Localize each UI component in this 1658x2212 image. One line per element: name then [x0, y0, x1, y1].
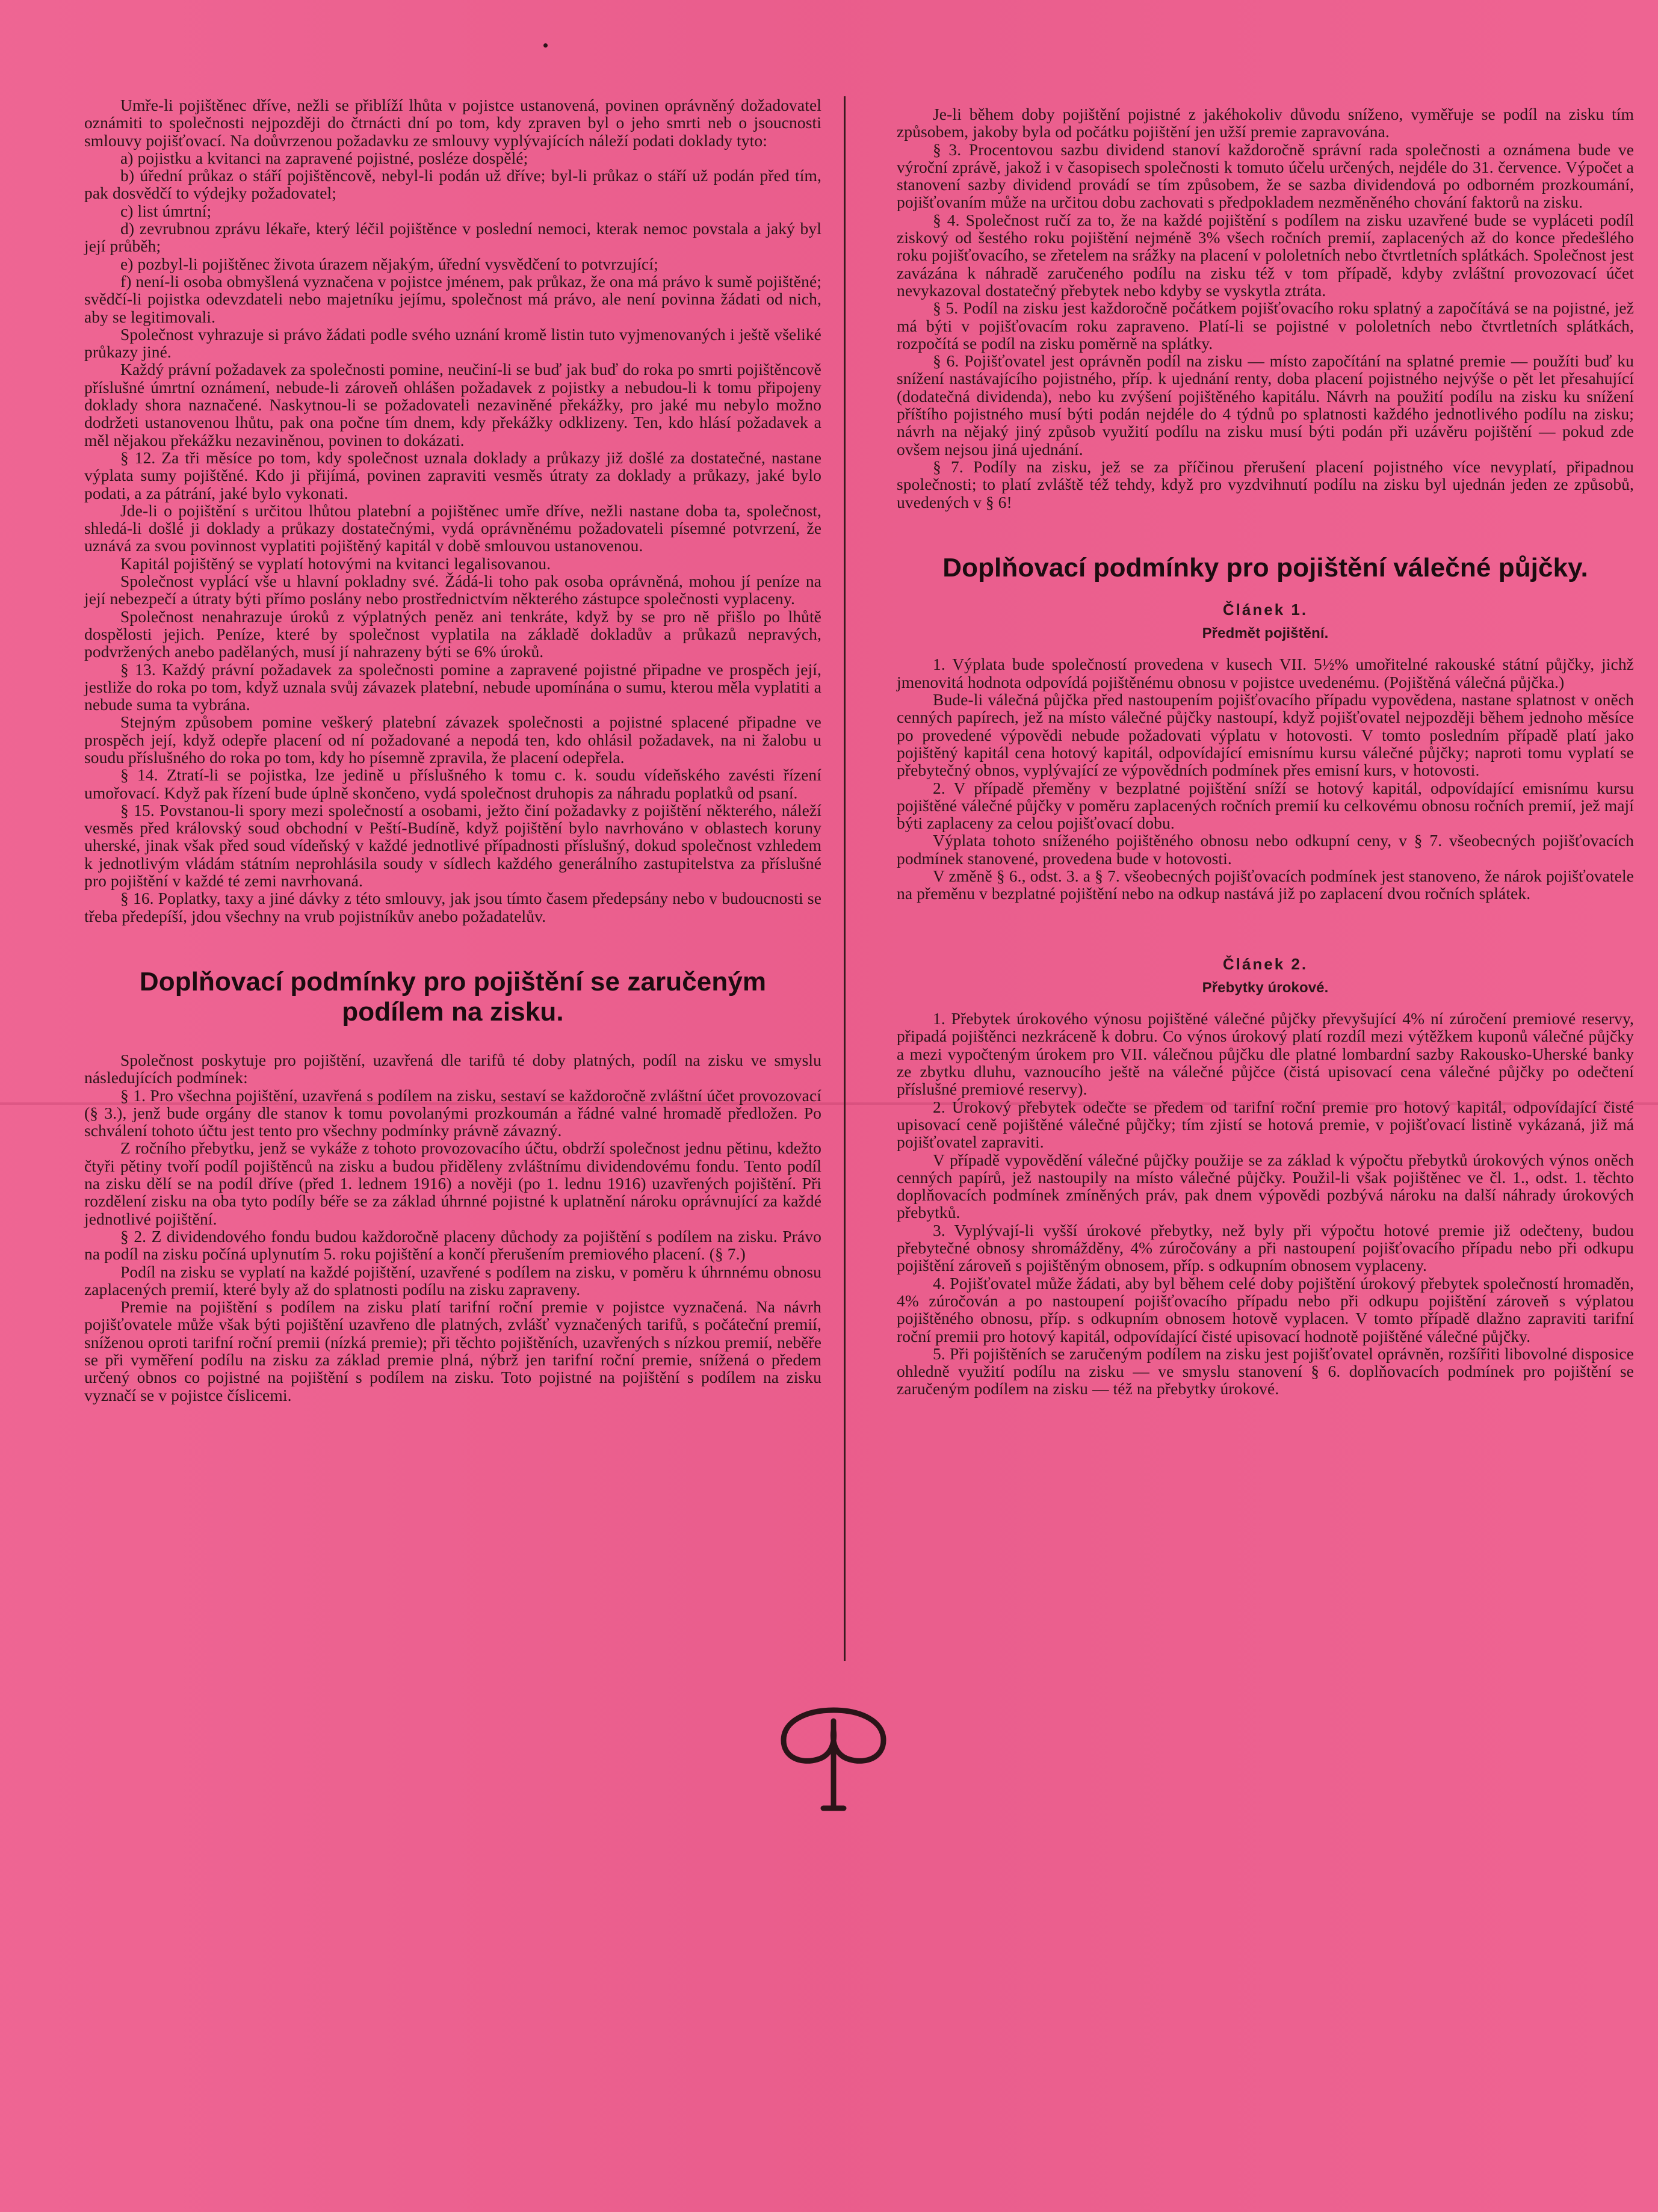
paragraph: § 5. Podíl na zisku jest každoročně počátkem pojišťovacího roku splatný a započítává se na pojistné, jež má býti v pojišťovacím roku zapraveno. Platí-li se pojistné v pololetních nebo čtvrtletních splátkách, rozpočítá se podíl na zisku poměrně na splátky. [897, 298, 1634, 353]
article-subheading: Předmět pojištění. [1202, 625, 1329, 642]
paragraph: 2. V případě přeměny v bezplatné pojištění sníží se hotový kapitál, odpovídající emisnímu kursu pojištěné válečné půjčky v poměru zaplacených ročních premií ku celkovému obnosu ročních premií, jež mají býti zaplaceny za celou pojišťovací dobu. [897, 778, 1634, 833]
paragraph: e) pozbyl-li pojištěnec života úrazem nějakým, úřední vysvědčení to potvrzující; [120, 254, 658, 273]
paragraph: V případě vypovědění válečné půjčky použije se za základ k výpočtu přebytků úrokových výnos oněch cenných papírů, jež nastoupily na místo válečné půjčky. Použil-li však pojištěnec ve čl. 1., odst. 1. těchto doplňovacích podmínek zmíněných práv, pak dnem výpovědi pozbývá nároku na další náhrady úrokových přebytků. [897, 1150, 1634, 1222]
paragraph: § 4. Společnost ručí za to, že na každé pojištění s podílem na zisku uzavřené bude se vypláceti podíl ziskový od šestého roku pojištění nejméně 3% všech ročních premií, zaplacených až do konce předešlého roku pojišťovacího, se zřetelem na srážky na placení v pololetních nebo čtvrtletních splátkách. Společnost jest zavázána k náhradě zaručeného podílu na zisku též v tom případě, kdyby zvláštní provozovací účet nevykazoval dostatečný přebytek nebo kdyby se vyskytla ztráta. [897, 210, 1634, 300]
paragraph: d) zevrubnou zprávu lékaře, který léčil pojištěnce v poslední nemoci, kterak nemoc povstala a jaký byl její průběh; [84, 219, 821, 256]
paragraph: Stejným způsobem pomine veškerý platební závazek společnosti a pojistné splacené připadne ve prospěch její, když odepře placení od ní požadované a nepodá ten, kdo ohlásil požadavek, na ni žalobu u soudu příslušného do roka po tom, kdy ho písemně zpravila, že placení odepřela. [84, 712, 821, 767]
heading-line: podílem na zisku. [342, 996, 564, 1027]
paragraph: § 6. Pojišťovatel jest oprávněn podíl na zisku — místo započítání na splatné premie — použíti buď ku snížení nastávajícího pojistného, příp. k ujednání renty, doba placení pojistného nejvýše o pět let přesahující (dodatečná dividenda), nebo ku zvýšení pojištěného kapitálu. Návrh na použití podílu na zisku ku snížení příštího pojistného musí býti podán nejdéle do 4 týdnů po splatnosti každého jednotlivého podílu na zisku; návrh na nějaký jiný způsob využití podílu na zisku musí býti podán při uzávěru pojištění — pokud zde ovšem nejsou jiná ujednání. [897, 351, 1634, 459]
paragraph: § 13. Každý právní požadavek za společnosti pomine a zapravené pojistné připadne ve prospěch její, jestliže do roka po tom, když uznala svůj závazek platební, nebude upomínána o sumu, kterou měla vyplatiti a nebude suma ta vybrána. [84, 660, 821, 714]
right-column [897, 105, 1634, 1398]
paragraph: c) list úmrtní; [120, 201, 212, 220]
paragraph: § 12. Za tři měsíce po tom, kdy společnost uznala doklady a průkazy již došlé za dostatečné, nastane výplata sumy pojištěné. Kdo ji přijímá, povinen zapraviti vesměs útraty za doklady a průkazy, jaké bylo podati, a za pátrání, jaké bylo vykonati. [84, 448, 821, 502]
paragraph: § 15. Povstanou-li spory mezi společností a osobami, ježto činí požadavky z pojištění některého, náleží vesměs před královský soud obchodní v Peští-Budíně, když pojištění bylo navrhováno v oblastech koruny uherské, jinak však před soud vídeňský v každé jednotlivé případnosti příslušný, dokud společnost vzhledem k jednotlivým vládám státním neprohlásila soudy v sídlech každého generálního zastupitelstva za příslušné pro pojištění v každé té zemi navrhovaná. [84, 800, 821, 891]
article-heading: Článek 1. [1222, 600, 1308, 619]
paragraph: § 1. Pro všechna pojištění, uzavřená s podílem na zisku, sestaví se každoročně zvláštní účet provozovací (§ 3.), jenž bude orgány dle stanov k tomu povolanými prozkoumán a řádné valné hromadě předložen. Po schválení tohoto účtu jest tento pro všechny podmínky právně závazný. [84, 1086, 821, 1140]
paragraph: Jde-li o pojištění s určitou lhůtou platební a pojištěnec umře dříve, nežli nastane doba ta, společnost, shledá-li došlé ji doklady a průkazy dostatečnými, vydá oprávněnému požadovateli písemné potvrzení, že uznává za svou povinnost vyplatiti pojištěný kapitál v době smlouvou ustanovenou. [84, 501, 821, 555]
paragraph: § 2. Z dividendového fondu budou každoročně placeny důchody za pojištění s podílem na zisku. Právo na podíl na zisku počíná uplynutím 5. roku pojištění a končí přerušením premiového placení. (§ 7.) [84, 1226, 821, 1264]
paragraph: 4. Pojišťovatel může žádati, aby byl během celé doby pojištění úrokový přebytek společností hromaděn, 4% zúročován a po nastoupení pojišťovacího případu nebo při odkupu pojištění zároveň s výplatou pojištěného obnosu, příp. s odkupním obnosem hotově vyplacen. V tomto případě dlažno zapraviti tarifní roční premii pro hotový kapitál, odpovídající čisté upisovací hodnotě pojištěné válečné půjčky. [897, 1273, 1634, 1345]
paragraph: Umře-li pojištěnec dříve, nežli se přiblíží lhůta v pojistce ustanovená, povinen oprávněný dožadovatel oznámiti to společnosti nejpozději do čtrnácti dní po tom, kdy zpraven byl o jeho smrti neb o jsoucnosti smlouvy pojišťovací. Na doůvrzenou požadavku ze smlouvy vyplývajících náleží podati doklady tyto: [84, 96, 821, 150]
paragraph: § 3. Procentovou sazbu dividend stanoví každoročně správní rada společnosti a oznámena bude ve výroční zprávě, jakož i v časopisech společnosti k tomuto účelu určených, nejdéle do 31. července. Výpočet a stanovení sazby dividend provádí se tím způsobem, že se sazba dividendová po odborném prozkoumání, pojišťovaním může na určitou dobu zachovati s předpokladem nezměněného chování faktorů na zisku. [897, 140, 1634, 212]
ink-dot [543, 43, 548, 48]
paragraph: 2. Úrokový přebytek odečte se předem od tarifní roční premie pro hotový kapitál, odpovídající čisté upisovací ceně pojištěné válečné půjčky; tím zjistí se hotová premie, v pojišťovací listině vykázaná, již má pojišťovatel zapraviti. [897, 1097, 1634, 1152]
paragraph: a) pojistku a kvitanci na zapravené pojistné, posléze dospělé; [120, 148, 528, 167]
paragraph: 5. Při pojištěních se zaručeným podílem na zisku jest pojišťovatel oprávněn, rozšířiti libovolné disposice ohledně využití podílu na zisku — ve smyslu stanovení § 6. doplňovacích podmínek pro pojištění se zaručeným podílem na zisku — též na přebytky úrokové. [897, 1344, 1634, 1398]
heading-line: Doplňovací podmínky pro pojištění se zaručeným [139, 966, 767, 996]
paragraph: V změně § 6., odst. 3. a § 7. všeobecných pojišťovacích podmínek jest stanoveno, že nárok pojišťovatele na přeměnu v bezplatné pojištění nebo na odkup nastává již po zaplacení dvou ročních splátek. [897, 866, 1634, 903]
paragraph: Každý právní požadavek za společnosti pomine, neučiní-li se buď jak buď do roka po smrti pojištěncově příslušné úmrtní oznámení, nebude-li zároveň ohlášen požadavek z pojistky a nebudou-li k tomu připojeny doklady shora naznačené. Naskytnou-li se požadovateli nezaviněné překážky, pro jaké mu nebylo možno dodržeti ustanovenou lhůtu, pak ona počne tím dnem, kdy překážky odklizeny. Ten, kdo hlásí požadavek a měl nějakou překážku nezaviněnou, povinen to dokázati. [84, 360, 821, 450]
paragraph: b) úřední průkaz o stáří pojištěncově, nebyl-li podán už dříve; byl-li průkaz o stáří už podán před tím, pak dosvědčí to výdejky požadovatel; [84, 166, 821, 203]
paragraph: Společnost poskytuje pro pojištění, uzavřená dle tarifů té doby platných, podíl na zisku ve smyslu následujících podmínek: [84, 1050, 821, 1087]
paragraph: § 7. Podíly na zisku, jež se za příčinou přerušení placení pojistného více nevyplatí, připadnou společnosti; to platí zvláště též tehdy, když pro vyzdvihnutí podílu na zisku byl ujednán jeden ze způsobů, uvedených v § 6! [897, 457, 1634, 511]
article-subheading: Přebytky úrokové. [1202, 979, 1329, 996]
paragraph: 3. Vyplývají-li vyšší úrokové přebytky, než byly při výpočtu hotové premie již odečteny, budou přebytečné obnosy shromážděny, 4% zúročovány a při nastoupení pojišťovacího případu nebo při odkupu pojištění zároveň s pojištěným obnosem, příp. s odkupním obnosem vyplaceny. [897, 1220, 1634, 1275]
column-divider [844, 96, 846, 1661]
paragraph: f) není-li osoba obmyšlená vyznačena v pojistce jménem, pak průkaz, že ona má právo k sumě pojištěné; svědčí-li pojistka odevzdateli nebo majetníku jejímu, společnost má právo, ale není povinna žádati od nich, aby se legitimovali. [84, 271, 821, 326]
paragraph: Bude-li válečná půjčka před nastoupením pojišťovacího případu vypovědena, nastane splatnost v oněch cenných papírech, jež na místo válečné půjčky nastoupí, když pojišťovatel nejpozději během jednoho měsíce po provedené výpovědi nebude požadovati výplatu v hotovosti. V tomto posledním případě platí jako pojištěný kapitál cena hotový kapitál, odpovídající emisnímu kursu válečné půjčky; naproti tomu vyplatí se přebytečný obnos, vyplývající ze výpovědních podmínek přes emisní kurs, v hotovosti. [897, 690, 1634, 780]
section-heading-guaranteed-profit [84, 967, 821, 1027]
paragraph: Podíl na zisku se vyplatí na každé pojištění, uzavřené s podílem na zisku, v poměru k úhrnnému obnosu zaplacených premií, které byly až do splatnosti podílu na zisku zapraveny. [84, 1262, 821, 1299]
paragraph: Výplata tohoto sníženého pojištěného obnosu nebo odkupní ceny, v § 7. všeobecných pojišťovacích podmínek stanovené, provedena bude v hotovosti. [897, 831, 1634, 868]
paragraph: § 14. Ztratí-li se pojistka, lze jedině u příslušného k tomu c. k. soudu vídeňského zavésti řízení umořovací. Když pak řízení bude úplně skončeno, vydá společnost druhopis za náhradu poplatků od psaní. [84, 765, 821, 802]
paragraph: 1. Přebytek úrokového výnosu pojištěné válečné půjčky převyšující 4% ní zúročení premiové reservy, připadá pojištěnci nezkráceně k dobru. Co výnos úrokový platí rozdíl mezi výtěžkem kuponů válečné půjčky a mezi vypočteným úrokem pro VII. válečnou půjčku dle platné lombardní sazby Rakousko-Uherské banky ze zbytku dluhu, vaznoucího ještě na válečné půjčce (čistá upisovací cena válečné půjčky po odečtení příslušné premiové reservy). [897, 1009, 1634, 1099]
paragraph: Společnost nenahrazuje úroků z výplatných peněz ani tenkráte, když by se pro ně přišlo po lhůtě dospělosti jejich. Peníze, které by společnost vyplatila na základě dokladův a průkazů nepravých, podvržených anebo padělaných, musí jí nahrazeny býti se 6% úroků. [84, 607, 821, 661]
paragraph: Z ročního přebytku, jenž se vykáže z tohoto provozovacího účtu, obdrží společnost jednu pětinu, kdežto čtyři pětiny tvoří podíl pojištěnců na zisku a budou přiděleny zvláštnímu dividendovému fondu. Tento podíl na zisku dělí se na podíl dříve (před 1. lednem 1916) a nověji (po 1. lednu 1916) uzavřených pojištění. Při rozdělení zisku na oba tyto podíly béře se za základ úhrnné pojistné k uplatnění nároku oprávnující za každé jednotlivé pojištění. [84, 1138, 821, 1228]
section-heading-war-loan: Doplňovací podmínky pro pojištění válečné půjčky. [942, 552, 1588, 582]
paragraph: Kapitál pojištěný se vyplatí hotovými na kvitanci legalisovanou. [120, 554, 551, 573]
paragraph: Premie na pojištění s podílem na zisku platí tarifní roční premie v pojistce vyznačená. Na návrh pojišťovatele může však býti pojištění uzavřeno dle platných, zvlášť vyznačených tarifů, s počáteční premií, sníženou oproti tarifní roční premii (nízká premie); při těchto pojištěních, uzavřených s nízkou premií, neběře se při vyměření podílu na zisku za základ premie plná, nýbrž jen tarifní roční premie, snížená o předem určený obnos co pojistné na pojištění s podílem na zisku. Toto pojistné na pojištění s podílem na zisku vyznačí se v pojistce číslicemi. [84, 1297, 821, 1404]
paragraph: Společnost vyplácí vše u hlavní pokladny své. Žádá-li toho pak osoba oprávněná, mohou jí peníze na její nebezpečí a útraty býti přímo poslány nebo prostřednictvím některého zástupce společnosti vyplaceny. [84, 572, 821, 608]
paragraph: § 16. Poplatky, taxy a jiné dávky z této smlouvy, jak jsou tímto časem předepsány nebo v budoucnosti se třeba předepíší, jdou všechny na vrub pojistníkův anebo požadatelův. [84, 889, 821, 925]
paragraph: 1. Výplata bude společností provedena v kusech VII. 5½% umořitelné rakouské státní půjčky, jichž jmenovitá hodnota odpovídá pojištěnému obnosu v pojistce uvedenému. (Pojištěná válečná půjčka.) [897, 655, 1634, 691]
paragraph: Společnost vyhrazuje si právo žádati podle svého uznání kromě listin tuto vyjmenovaných i ještě všeliké průkazy jiné. [84, 324, 821, 362]
paragraph: Je-li během doby pojištění pojistné z jakéhokoliv důvodu sníženo, vyměřuje se podíl na zisku tím způsobem, jakoby byla od počátku pojištění jen užší premie zapravována. [897, 105, 1634, 141]
left-column [84, 96, 821, 1404]
article-heading: Článek 2. [1222, 954, 1308, 973]
monogram-logo-icon [770, 1697, 897, 1817]
